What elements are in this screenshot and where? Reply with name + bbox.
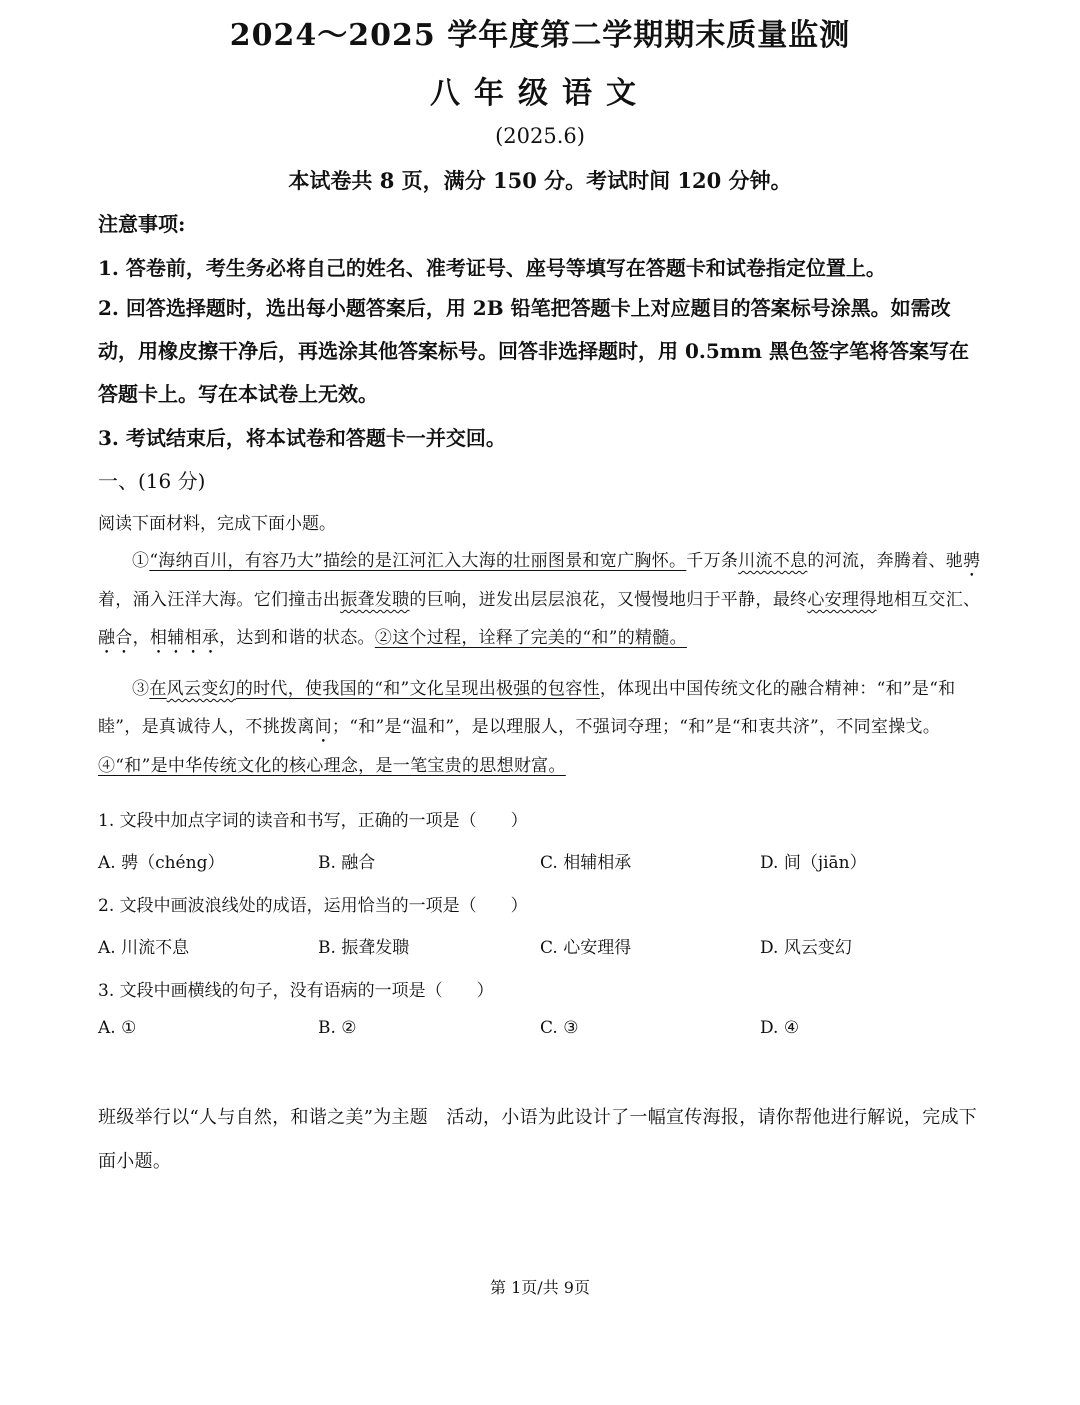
section-1-heading: 一、(16 分) bbox=[98, 469, 206, 493]
question-3-option-a[interactable]: A. ① bbox=[98, 1018, 137, 1038]
passage-text: ，体现出中国传统文化的融合精神：“和”是“和睦”，是真诚待人，不挑拨离 bbox=[98, 679, 956, 737]
passage-text: ，达到和谐的状态。 bbox=[219, 628, 375, 648]
wavy-idiom-2: 振聋发聩 bbox=[340, 590, 410, 610]
wavy-idiom-3: 心安理得 bbox=[807, 590, 877, 610]
question-2-option-d[interactable]: D. 风云变幻 bbox=[760, 938, 852, 958]
sentence-marker-3: ③ bbox=[132, 679, 150, 699]
underlined-sentence-1: “海纳百川，有容乃大”描绘的是江河汇入大海的壮丽图景和宽广胸怀。 bbox=[149, 551, 687, 571]
subject-title: 八年级语文 bbox=[430, 76, 650, 111]
passage-text: 千万条 bbox=[686, 551, 739, 571]
passage-text: 地相互交汇、 bbox=[876, 590, 981, 610]
passage-text: 着，涌入汪洋大海。它们撞击出 bbox=[98, 590, 341, 610]
question-2-option-b[interactable]: B. 振聋发聩 bbox=[318, 938, 410, 958]
question-1-option-a[interactable]: A. 骋（chéng） bbox=[98, 853, 225, 873]
question-1-stem: 1. 文段中加点字词的读音和书写，正确的一项是（ ） bbox=[98, 811, 528, 831]
exam-title: 2024～2025 学年度第二学期期末质量监测 bbox=[229, 18, 851, 53]
section-1-intro: 阅读下面材料，完成下面小题。 bbox=[98, 514, 336, 534]
passage-text: ， bbox=[132, 628, 150, 648]
notice-item-1: 1. 答卷前，考生务必将自己的姓名、准考证号、座号等填写在答题卡和试卷指定位置上。 bbox=[98, 256, 886, 280]
section-2-intro: 班级举行以“人与自然，和谐之美”为主题 活动，小语为此设计了一幅宣传海报，请你帮他进行解说，完成下面小题。 bbox=[98, 1107, 978, 1172]
question-3-option-d[interactable]: D. ④ bbox=[760, 1018, 800, 1038]
passage-text: 的河流，奔腾着、驰 bbox=[807, 551, 964, 571]
underlined-sentence-2: ②这个过程，诠释了完美的“和”的精髓。 bbox=[374, 628, 687, 648]
passage-text: ；“和”是“温和”，是以理服人，不强词夺理；“和”是“和衷共济”，不同室操戈。 bbox=[331, 717, 941, 737]
underlined-sentence-4: ④“和”是中华传统文化的核心理念，是一笔宝贵的思想财富。 bbox=[98, 756, 566, 776]
underlined-sentence-3b: 的时代，使我国的“和”文化呈现出极强的包容性 bbox=[235, 679, 600, 699]
page-number: 第 1页/共 9页 bbox=[490, 1278, 590, 1297]
dotted-word-4: 间 bbox=[314, 717, 332, 737]
dotted-word-3: 相辅相承 bbox=[149, 628, 220, 648]
question-2-stem: 2. 文段中画波浪线处的成语，运用恰当的一项是（ ） bbox=[98, 896, 528, 916]
dotted-word-1: 骋 bbox=[963, 551, 981, 571]
passage-paragraph-1 bbox=[98, 542, 988, 658]
notice-heading: 注意事项: bbox=[98, 212, 186, 236]
exam-date: (2025.6) bbox=[495, 124, 585, 148]
question-1-option-b[interactable]: B. 融合 bbox=[318, 853, 376, 873]
exam-summary: 本试卷共 8 页，满分 150 分。考试时间 120 分钟。 bbox=[288, 168, 792, 193]
dotted-word-2: 融合 bbox=[98, 628, 133, 648]
wavy-idiom-4: 风云变幻 bbox=[166, 679, 236, 699]
wavy-idiom-1: 川流不息 bbox=[738, 551, 808, 571]
notice-item-3: 3. 考试结束后，将本试卷和答题卡一并交回。 bbox=[98, 426, 506, 450]
question-1-option-d[interactable]: D. 间（jiān） bbox=[760, 853, 867, 873]
question-3-option-c[interactable]: C. ③ bbox=[540, 1018, 579, 1038]
sentence-marker-1: ① bbox=[132, 551, 150, 571]
question-2-option-c[interactable]: C. 心安理得 bbox=[540, 938, 632, 958]
question-3-option-b[interactable]: B. ② bbox=[318, 1018, 357, 1038]
question-1-option-c[interactable]: C. 相辅相承 bbox=[540, 853, 632, 873]
notice-item-2: 2. 回答选择题时，选出每小题答案后，用 2B 铅笔把答题卡上对应题目的答案标号涂黑。如需改动，用橡皮擦干净后，再选涂其他答案标号。回答非选择题时，用 0.5mm 黑色签字笔将答案写在答题卡上。写在本试卷上无效。 bbox=[98, 296, 970, 406]
question-3-stem: 3. 文段中画横线的句子，没有语病的一项是（ ） bbox=[98, 981, 494, 1001]
question-2-option-a[interactable]: A. 川流不息 bbox=[98, 938, 190, 958]
passage-paragraph-2 bbox=[98, 670, 988, 785]
passage-text: 的巨响，迸发出层层浪花，又慢慢地归于平静，最终 bbox=[409, 590, 808, 610]
underlined-sentence-3a: 在 bbox=[149, 679, 167, 699]
